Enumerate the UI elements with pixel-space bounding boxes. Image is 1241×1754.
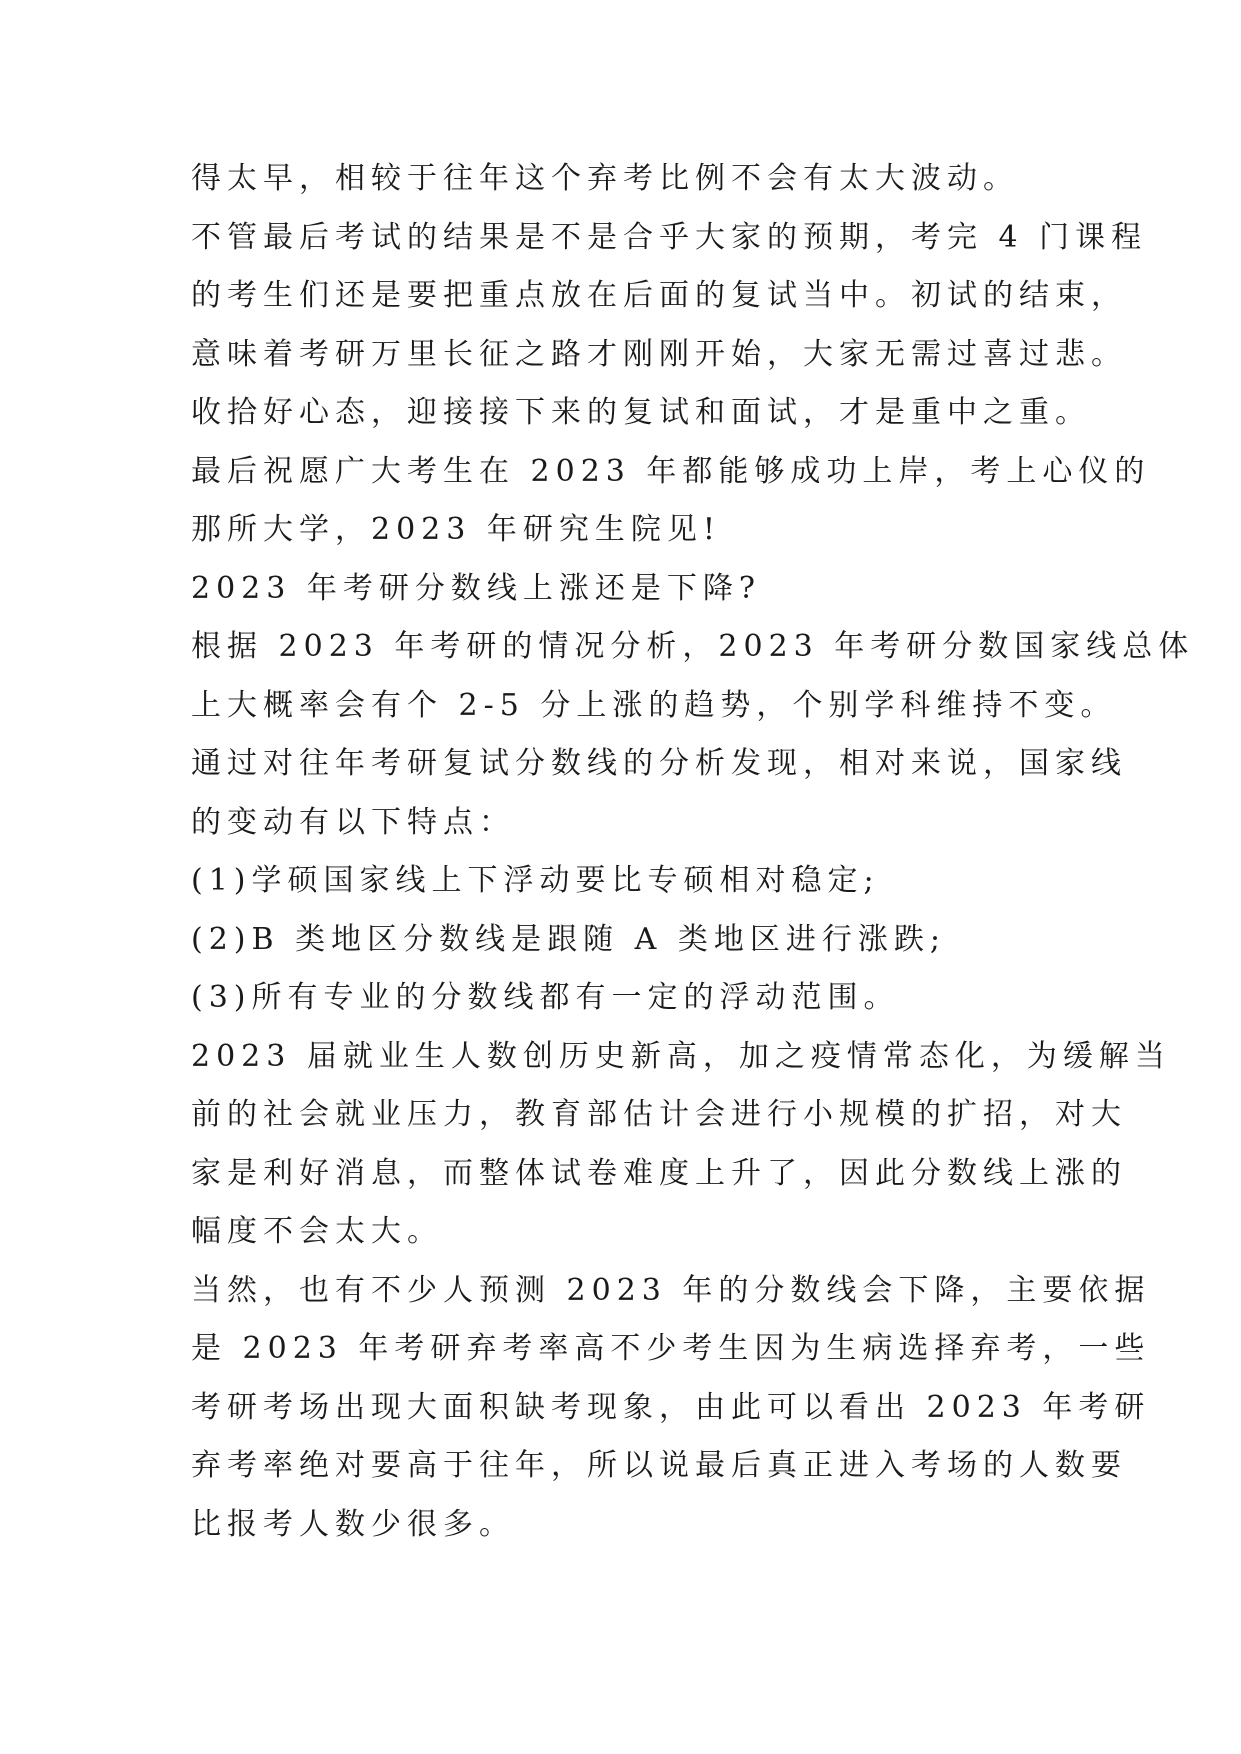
text-line: 前的社会就业压力，教育部估计会进行小规模的扩招，对大 xyxy=(191,1097,1127,1132)
text-line: 意味着考研万里长征之路才刚刚开始，大家无需过喜过悲。 xyxy=(191,336,1127,372)
text-line: 家是利好消息，而整体试卷难度上升了，因此分数线上涨的 xyxy=(191,1155,1127,1191)
text-line: 当然，也有不少人预测 2023 年的分数线会下降，主要依据 xyxy=(191,1272,1151,1308)
text-line: 上大概率会有个 2-5 分上涨的趋势，个别学科维持不变。 xyxy=(191,687,1117,723)
text-line: 比报考人数少很多。 xyxy=(191,1506,515,1542)
text-line: 收拾好心态，迎接接下来的复试和面试，才是重中之重。 xyxy=(191,395,1091,430)
section-heading: 2023 年考研分数线上涨还是下降? xyxy=(191,570,761,606)
text-line: 弃考率绝对要高于往年，所以说最后真正进入考场的人数要 xyxy=(191,1448,1127,1483)
text-line: 的考生们还是要把重点放在后面的复试当中。初试的结束， xyxy=(191,278,1127,313)
text-line: 幅度不会太大。 xyxy=(191,1214,443,1249)
text-line: 根据 2023 年考研的情况分析，2023 年考研分数国家线总体 xyxy=(191,629,1195,664)
list-item: (1)学硕国家线上下浮动要比专硕相对稳定; xyxy=(191,863,880,898)
text-line: 不管最后考试的结果是不是合乎大家的预期，考完 4 门课程 xyxy=(191,219,1148,255)
text-line: 考研考场出现大面积缺考现象，由此可以看出 2023 年考研 xyxy=(191,1389,1151,1425)
text-line: 的变动有以下特点： xyxy=(191,804,515,840)
document-body xyxy=(191,150,1195,1554)
text-line: 那所大学，2023 年研究生院见! xyxy=(191,512,721,547)
text-line: 是 2023 年考研弃考率高不少考生因为生病选择弃考，一些 xyxy=(191,1331,1151,1366)
text-line: 最后祝愿广大考生在 2023 年都能够成功上岸，考上心仪的 xyxy=(191,453,1151,489)
text-line: 2023 届就业生人数创历史新高，加之疫情常态化，为缓解当 xyxy=(191,1038,1171,1074)
text-line: 通过对往年考研复试分数线的分析发现，相对来说，国家线 xyxy=(191,746,1127,781)
text-line: 得太早，相较于往年这个弃考比例不会有太大波动。 xyxy=(191,161,1019,196)
list-item: (3)所有专业的分数线都有一定的浮动范围。 xyxy=(191,980,900,1015)
list-item: (2)B 类地区分数线是跟随 A 类地区进行涨跌; xyxy=(191,921,946,957)
